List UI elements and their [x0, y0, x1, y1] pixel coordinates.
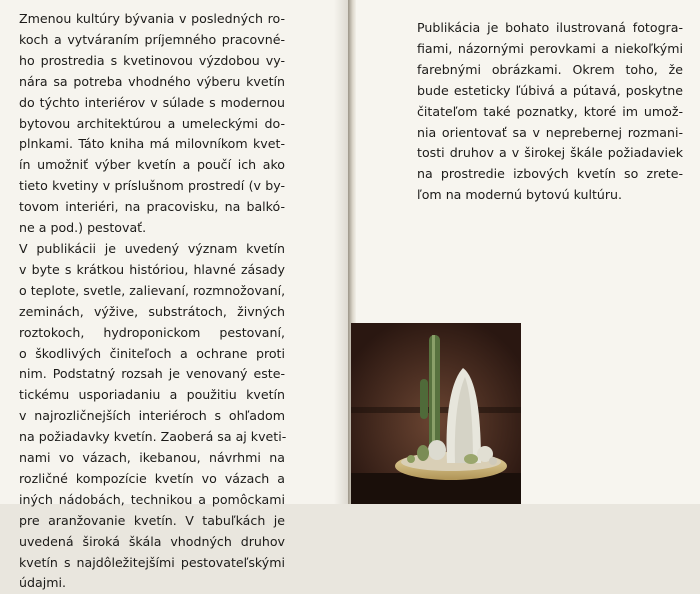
- text-line: bude esteticky ľúbivá a pútavá, poskytne: [417, 82, 683, 98]
- text-line: farebnými obrázkami. Okrem toho, že: [417, 61, 683, 77]
- text-line: tovom interiéri, na pracovisku, na balkó-: [19, 199, 285, 215]
- text-line: iných nádobách, technikou a pomôckami: [19, 491, 285, 507]
- text-line: koch a vytváraním príjemného pracovné-: [19, 31, 285, 47]
- text-line: tickému usporiadaniu a použitiu kvetín: [19, 387, 285, 403]
- page-shadow: [334, 0, 348, 504]
- text-line: pre aranžovanie kvetín. V tabuľkách je: [19, 512, 285, 528]
- text-line: nára sa potreba vhodného výberu kvetín: [19, 73, 285, 89]
- text-line: fiami, názornými perovkami a niekoľkými: [417, 40, 683, 56]
- text-line: na požiadavky kvetín. Zaoberá sa aj kveti-: [19, 429, 287, 445]
- text-line: nami vo vázach, ikebanou, návrhmi na: [19, 450, 285, 466]
- text-line: zeminách, výžive, substrátoch, živných: [19, 303, 285, 319]
- text-line: tieto kvetiny v príslušnom prostredí (v by-: [19, 178, 285, 194]
- text-line: Zmenou kultúry bývania v posledných ro-: [19, 11, 285, 26]
- text-line: uvedená široká škála vhodných druhov: [19, 533, 285, 549]
- text-line: čitateľom také poznatky, ktoré im umož-: [417, 103, 683, 119]
- text-line: ín umožniť výber kvetín a poučí ich ako: [19, 157, 285, 173]
- left-page-text: [19, 9, 285, 594]
- text-line: rozličné kompozície kvetín vo vázach a: [19, 470, 285, 486]
- text-line: údajmi.: [19, 575, 66, 591]
- text-line: ho prostredia s kvetinovou výzdobou vy-: [19, 52, 285, 68]
- cactus-arrangement-icon: [351, 323, 521, 504]
- text-line: V publikácii je uvedený význam kvetín: [19, 240, 285, 256]
- text-line: bytovou architektúrou a umeleckými do-: [19, 115, 285, 131]
- text-line: v byte s krátkou históriou, hlavné zásady: [19, 261, 285, 277]
- text-line: v najrozličnejších interiéroch s ohľadom: [19, 408, 285, 424]
- text-line: nim. Podstatný rozsah je venovaný este-: [19, 366, 285, 382]
- text-line: o škodlivých činiteľoch a ochrane proti: [19, 345, 285, 361]
- text-line: Publikácia je bohato ilustrovaná fotogra-: [417, 20, 683, 35]
- text-line: o teplote, svetle, zalievaní, rozmnožovaní,: [19, 282, 286, 298]
- text-line: kvetín s najdôležitejšími pestovateľskými: [19, 554, 285, 570]
- text-line: roztokoch, hydroponickom pestovaní,: [19, 324, 285, 340]
- text-line: plnkami. Táto kniha má milovníkom kvet-: [19, 136, 285, 152]
- text-line: do týchto interiérov v súlade s modernou: [19, 94, 285, 110]
- text-line: tosti druhov a v širokej škále požiadaviek: [417, 145, 683, 161]
- cactus-arrangement-photo: [351, 323, 521, 504]
- text-line: na prostredie izbových kvetín so zrete-: [417, 166, 683, 182]
- text-line: ne a pod.) pestovať.: [19, 220, 147, 236]
- right-page-text: [417, 18, 683, 206]
- text-line: ľom na modernú bytovú kultúru.: [417, 187, 623, 203]
- text-line: nia orientovať sa v neprebernej rozmani-: [417, 124, 683, 140]
